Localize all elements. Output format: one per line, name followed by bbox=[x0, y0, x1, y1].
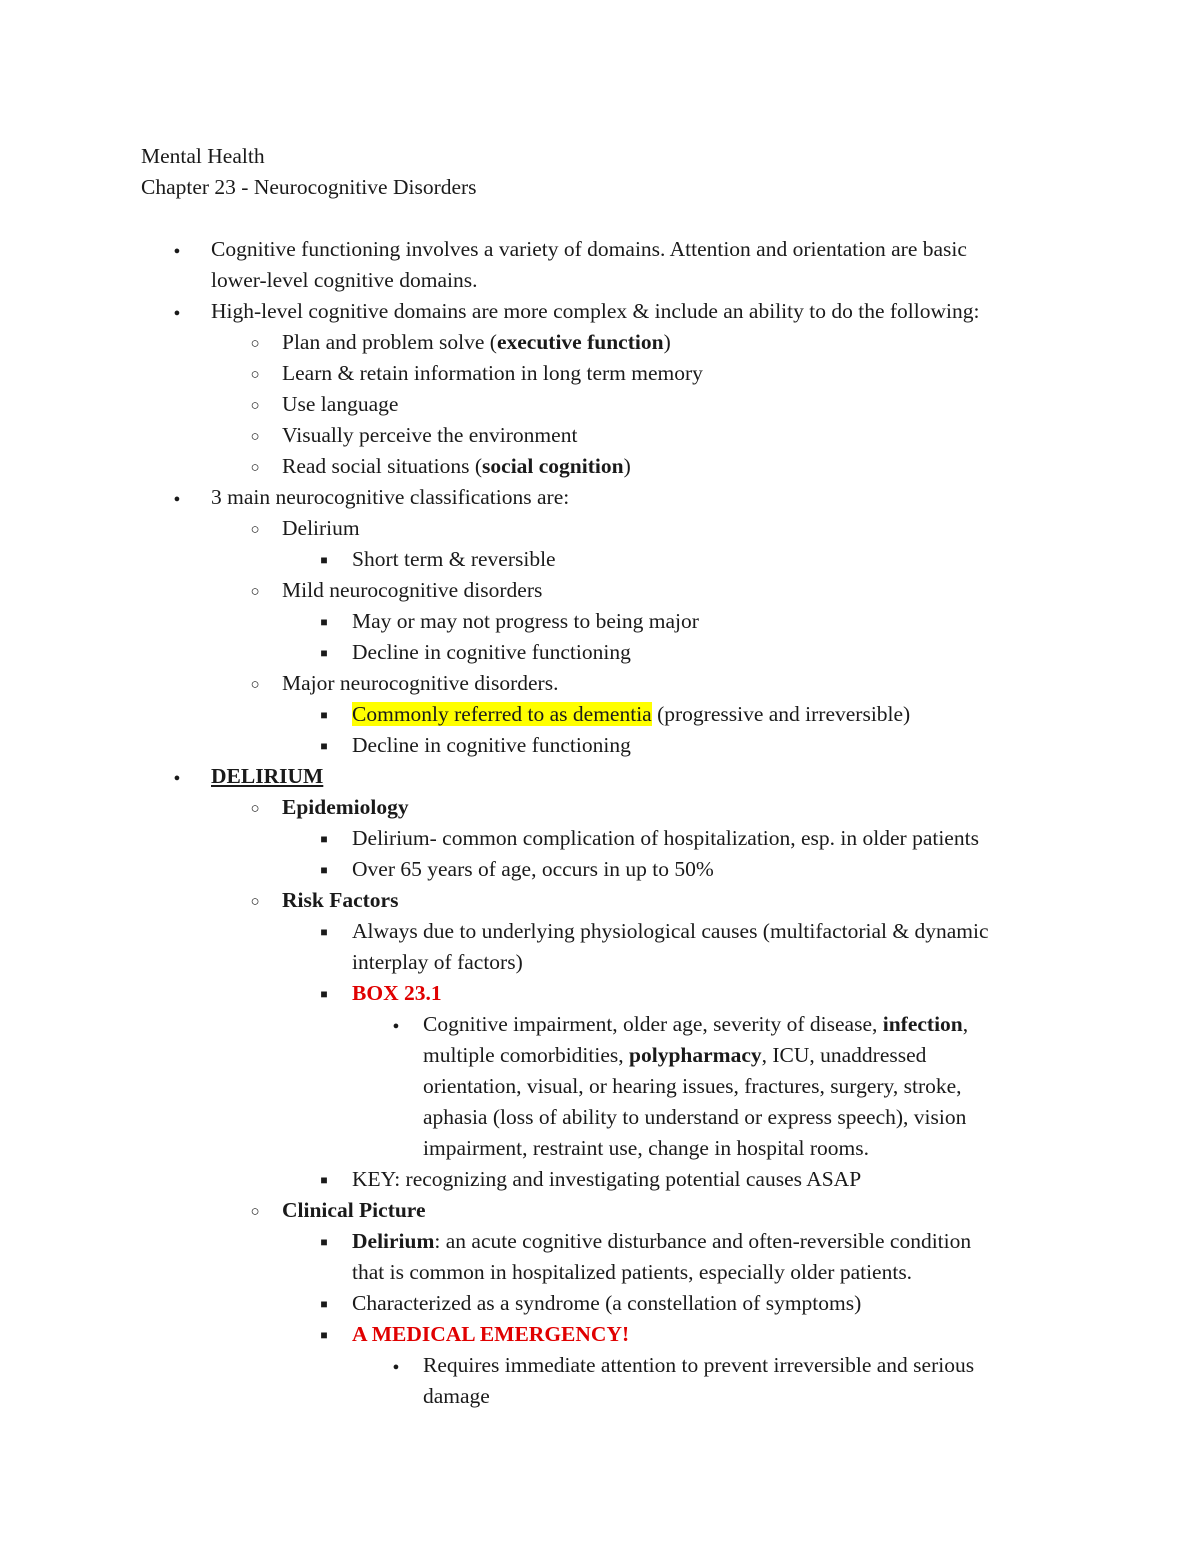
list-item: Characterized as a syndrome (a constellation of symptoms) bbox=[352, 1291, 862, 1315]
bullet-circle-icon bbox=[247, 792, 263, 826]
bullet-circle-icon bbox=[247, 420, 263, 454]
list-item: Use language bbox=[282, 392, 399, 416]
bullet-circle-icon bbox=[247, 327, 263, 361]
list-item: Commonly referred to as dementia (progressive and irreversible) bbox=[352, 702, 911, 726]
list-item: Cognitive functioning involves a variety of domains. Attention and orientation are basic bbox=[211, 237, 967, 261]
bullet-square-icon bbox=[316, 916, 332, 950]
list-item: Delirium bbox=[282, 516, 360, 540]
bullet-square-icon bbox=[316, 854, 332, 888]
list-item: Mild neurocognitive disorders bbox=[282, 578, 543, 602]
bullet-square-icon bbox=[316, 730, 332, 764]
list-item: Decline in cognitive functioning bbox=[352, 733, 631, 757]
highlighted-text: Commonly referred to as dementia bbox=[352, 702, 652, 726]
list-item: Delirium- common complication of hospitalization, esp. in older patients bbox=[352, 826, 979, 850]
subheading-clinical-picture: Clinical Picture bbox=[282, 1198, 426, 1222]
subheading-risk-factors: Risk Factors bbox=[282, 888, 399, 912]
box-reference: BOX 23.1 bbox=[352, 981, 442, 1005]
bullet-square-icon bbox=[316, 1319, 332, 1353]
list-item: Plan and problem solve (executive function) bbox=[282, 330, 671, 354]
section-heading-delirium: DELIRIUM bbox=[211, 764, 324, 788]
bullet-square-icon bbox=[316, 544, 332, 578]
bullet-square-icon bbox=[316, 1288, 332, 1322]
subheading-epidemiology: Epidemiology bbox=[282, 795, 409, 819]
list-item-continuation: orientation, visual, or hearing issues, fractures, surgery, stroke, bbox=[423, 1074, 962, 1098]
emergency-label: A MEDICAL EMERGENCY! bbox=[352, 1322, 630, 1346]
bullet-circle-icon bbox=[247, 1195, 263, 1229]
list-item: Major neurocognitive disorders. bbox=[282, 671, 559, 695]
list-item-continuation: damage bbox=[423, 1384, 490, 1408]
list-item: Cognitive impairment, older age, severity of disease, infection, bbox=[423, 1012, 969, 1036]
bullet-disc-icon bbox=[169, 234, 185, 269]
list-item: Requires immediate attention to prevent irreversible and serious bbox=[423, 1353, 975, 1377]
list-item: Read social situations (social cognition) bbox=[282, 454, 631, 478]
bullet-circle-icon bbox=[247, 668, 263, 702]
list-item: Short term & reversible bbox=[352, 547, 556, 571]
list-item: Over 65 years of age, occurs in up to 50% bbox=[352, 857, 714, 881]
bullet-disc-icon bbox=[169, 761, 185, 796]
bullet-circle-icon bbox=[247, 451, 263, 485]
list-item-continuation: impairment, restraint use, change in hospital rooms. bbox=[423, 1136, 870, 1160]
bullet-disc-icon bbox=[169, 482, 185, 517]
bullet-circle-icon bbox=[247, 358, 263, 392]
list-item-continuation: lower-level cognitive domains. bbox=[211, 268, 478, 292]
list-item-continuation: aphasia (loss of ability to understand or express speech), vision bbox=[423, 1105, 967, 1129]
list-item-continuation: interplay of factors) bbox=[352, 950, 523, 974]
bullet-square-icon bbox=[316, 606, 332, 640]
bullet-circle-icon bbox=[247, 885, 263, 919]
bullet-square-icon bbox=[316, 699, 332, 733]
bullet-square-icon bbox=[316, 637, 332, 671]
list-item: Visually perceive the environment bbox=[282, 423, 578, 447]
bullet-square-icon bbox=[316, 978, 332, 1012]
list-item-continuation: that is common in hospitalized patients, especially older patients. bbox=[352, 1260, 913, 1284]
bullet-square-icon bbox=[316, 823, 332, 857]
list-item: May or may not progress to being major bbox=[352, 609, 699, 633]
bullet-disc-icon bbox=[388, 1009, 404, 1044]
doc-title: Mental Health bbox=[141, 144, 265, 168]
bullet-disc-icon bbox=[388, 1350, 404, 1385]
bullet-circle-icon bbox=[247, 513, 263, 547]
bullet-square-icon bbox=[316, 1164, 332, 1198]
list-item: Always due to underlying physiological causes (multifactorial & dynamic bbox=[352, 919, 989, 943]
bullet-circle-icon bbox=[247, 575, 263, 609]
list-item-continuation: multiple comorbidities, polypharmacy, ICU, unaddressed bbox=[423, 1043, 927, 1067]
bullet-circle-icon bbox=[247, 389, 263, 423]
doc-subtitle: Chapter 23 - Neurocognitive Disorders bbox=[141, 175, 477, 199]
list-item: Delirium: an acute cognitive disturbance and often-reversible condition bbox=[352, 1229, 972, 1253]
list-item: Learn & retain information in long term memory bbox=[282, 361, 703, 385]
list-item: KEY: recognizing and investigating potential causes ASAP bbox=[352, 1167, 862, 1191]
list-item: 3 main neurocognitive classifications are: bbox=[211, 485, 570, 509]
list-item: Decline in cognitive functioning bbox=[352, 640, 631, 664]
bullet-disc-icon bbox=[169, 296, 185, 331]
list-item: High-level cognitive domains are more complex & include an ability to do the following: bbox=[211, 299, 980, 323]
bullet-square-icon bbox=[316, 1226, 332, 1260]
